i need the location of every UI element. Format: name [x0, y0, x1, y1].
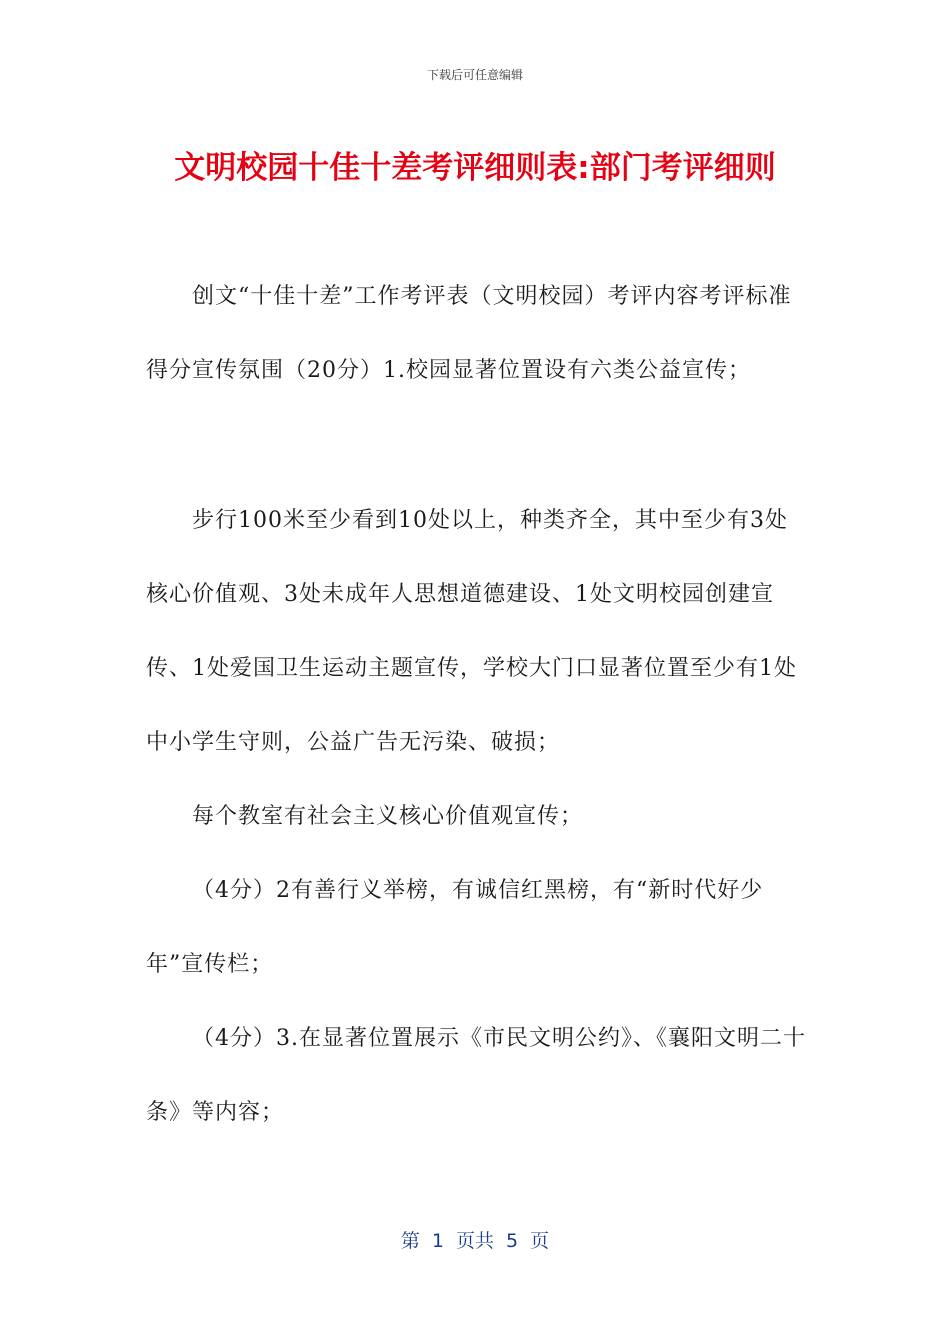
body-block-intro: [146, 260, 806, 408]
page-number-label: 第 1 页共 5 页: [400, 1230, 550, 1252]
paragraph: （4分）3.在显著位置展示《市民文明公约》、《襄阳文明二十条》等内容；: [146, 1026, 806, 1125]
body-block-main: [146, 484, 806, 1150]
paragraph: 创文“十佳十差”工作考评表（文明校园）考评内容考评标准得分宣传氛围（20分）1.校园显著位置设有六类公益宣传；: [146, 284, 792, 383]
header-note: 下载后可任意编辑: [426, 68, 523, 82]
paragraph: 步行100米至少看到10处以上，种类齐全，其中至少有3处核心价值观、3处未成年人思想道德建设、1处文明校园创建宣传、1处爱国卫生运动主题宣传，学校大门口显著位置至少有1处中小学生守则，公益广告无污染、破损；: [146, 508, 797, 755]
page-footer: [0, 1226, 950, 1253]
paragraph: 每个教室有社会主义核心价值观宣传；: [192, 804, 584, 829]
document-title: 文明校园十佳十差考评细则表:部门考评细则: [174, 150, 776, 186]
paragraph: （4分）2有善行义举榜，有诚信红黑榜，有“新时代好少年”宣传栏；: [146, 878, 764, 977]
